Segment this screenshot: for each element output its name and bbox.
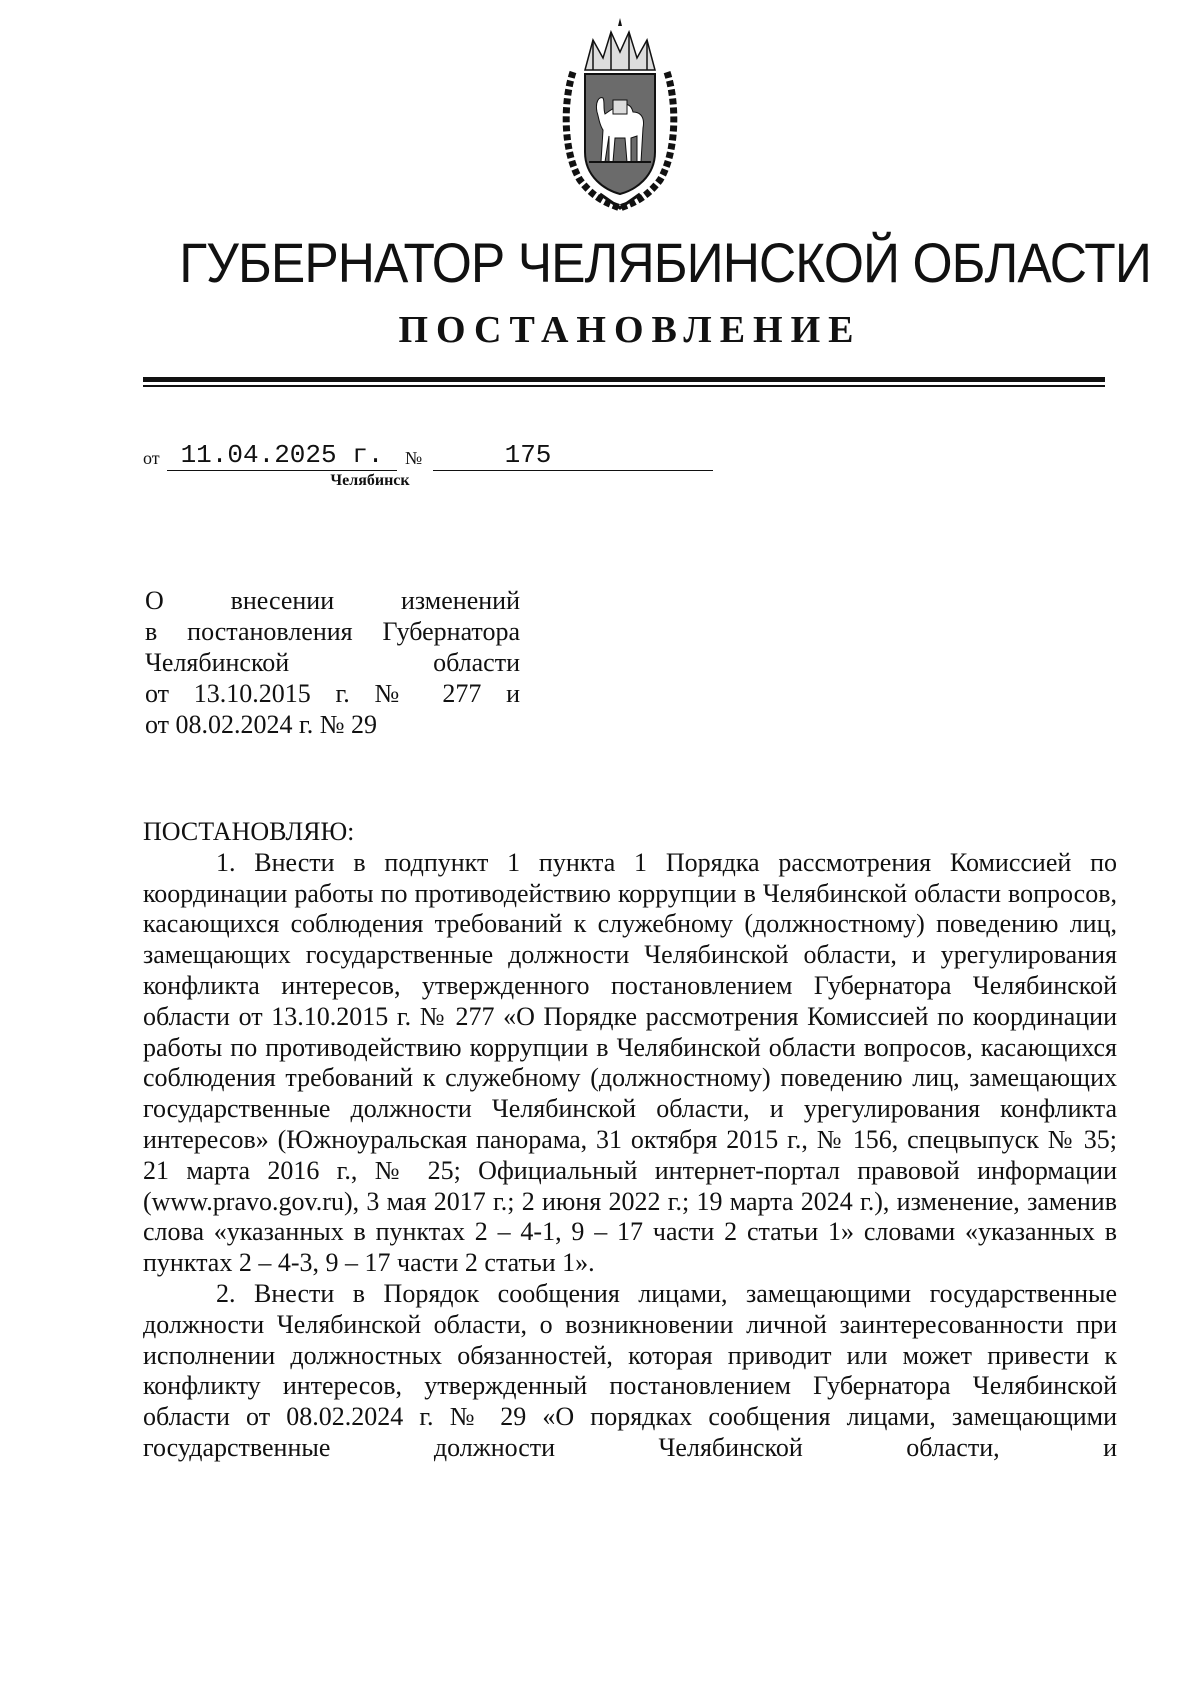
- document-body: [143, 817, 1117, 1464]
- document-date: 11.04.2025 г.: [167, 440, 397, 471]
- document-number: 175: [433, 440, 713, 471]
- subject-line: от 08.02.2024 г. № 29: [145, 710, 378, 739]
- date-prefix: от: [143, 448, 160, 468]
- subject-line: в постановления Губернатора: [145, 617, 520, 646]
- number-prefix: №: [405, 448, 423, 468]
- decree-heading: ПОСТАНОВЛЯЮ:: [143, 817, 355, 846]
- document-city: Челябинск: [330, 472, 410, 489]
- document-type: ПОСТАНОВЛЕНИЕ: [398, 309, 862, 351]
- header-divider-thick: [143, 377, 1105, 382]
- header-divider-thin: [143, 385, 1105, 387]
- paragraph-1: 1. Внести в подпункт 1 пункта 1 Порядка рассмотрения Комиссией по координации работы по противодействию коррупции в Челябинской области вопросов, касающихся соблюдения требований к служебному (должностному) поведению лиц, замещающих государственные должности Челябинской области, и урегулирования конфликта интересов, утвержденного постановлением Губернатора Челябинской области от 13.10.2015 г. № 277 «О Порядке рассмотрения Комиссией по координации работы по противодействию коррупции в Челябинской области вопросов, касающихся соблюдения требований к служебному (должностному) поведению лиц, замещающих государственные должности Челябинской области, и урегулирования конфликта интересов» (Южноуральская панорама, 31 октября 2015 г., № 156, спецвыпуск № 35; 21 марта 2016 г., № 25; Официальный интернет-портал правовой информации (www.pravo.gov.ru), 3 мая 2017 г.; 2 июня 2022 г.; 19 марта 2024 г.), изменение, заменив слова «указанных в пунктах 2 – 4-1, 9 – 17 части 2 статьи 1» словами «указанных в пунктах 2 – 4-3, 9 – 17 части 2 статьи 1».: [143, 847, 1117, 1278]
- subject-line: от 13.10.2015 г. № 277 и: [145, 679, 520, 708]
- subject-line: Челябинской области: [145, 648, 520, 677]
- coat-of-arms-icon: [555, 12, 685, 212]
- authority-title: ГУБЕРНАТОР ЧЕЛЯБИНСКОЙ ОБЛАСТИ: [179, 231, 1151, 294]
- paragraph-2: 2. Внести в Порядок сообщения лицами, замещающими государственные должности Челябинской области, о возникновении личной заинтересованности при исполнении должностных обязанностей, которая приводит или может привести к конфликту интересов, утвержденный постановлением Губернатора Челябинской области от 08.02.2024 г. № 29 «О порядках сообщения лицами, замещающими государственные должности Челябинской области, и: [143, 1278, 1117, 1462]
- document-subject: [145, 585, 520, 740]
- subject-line: О внесении изменений: [145, 586, 520, 615]
